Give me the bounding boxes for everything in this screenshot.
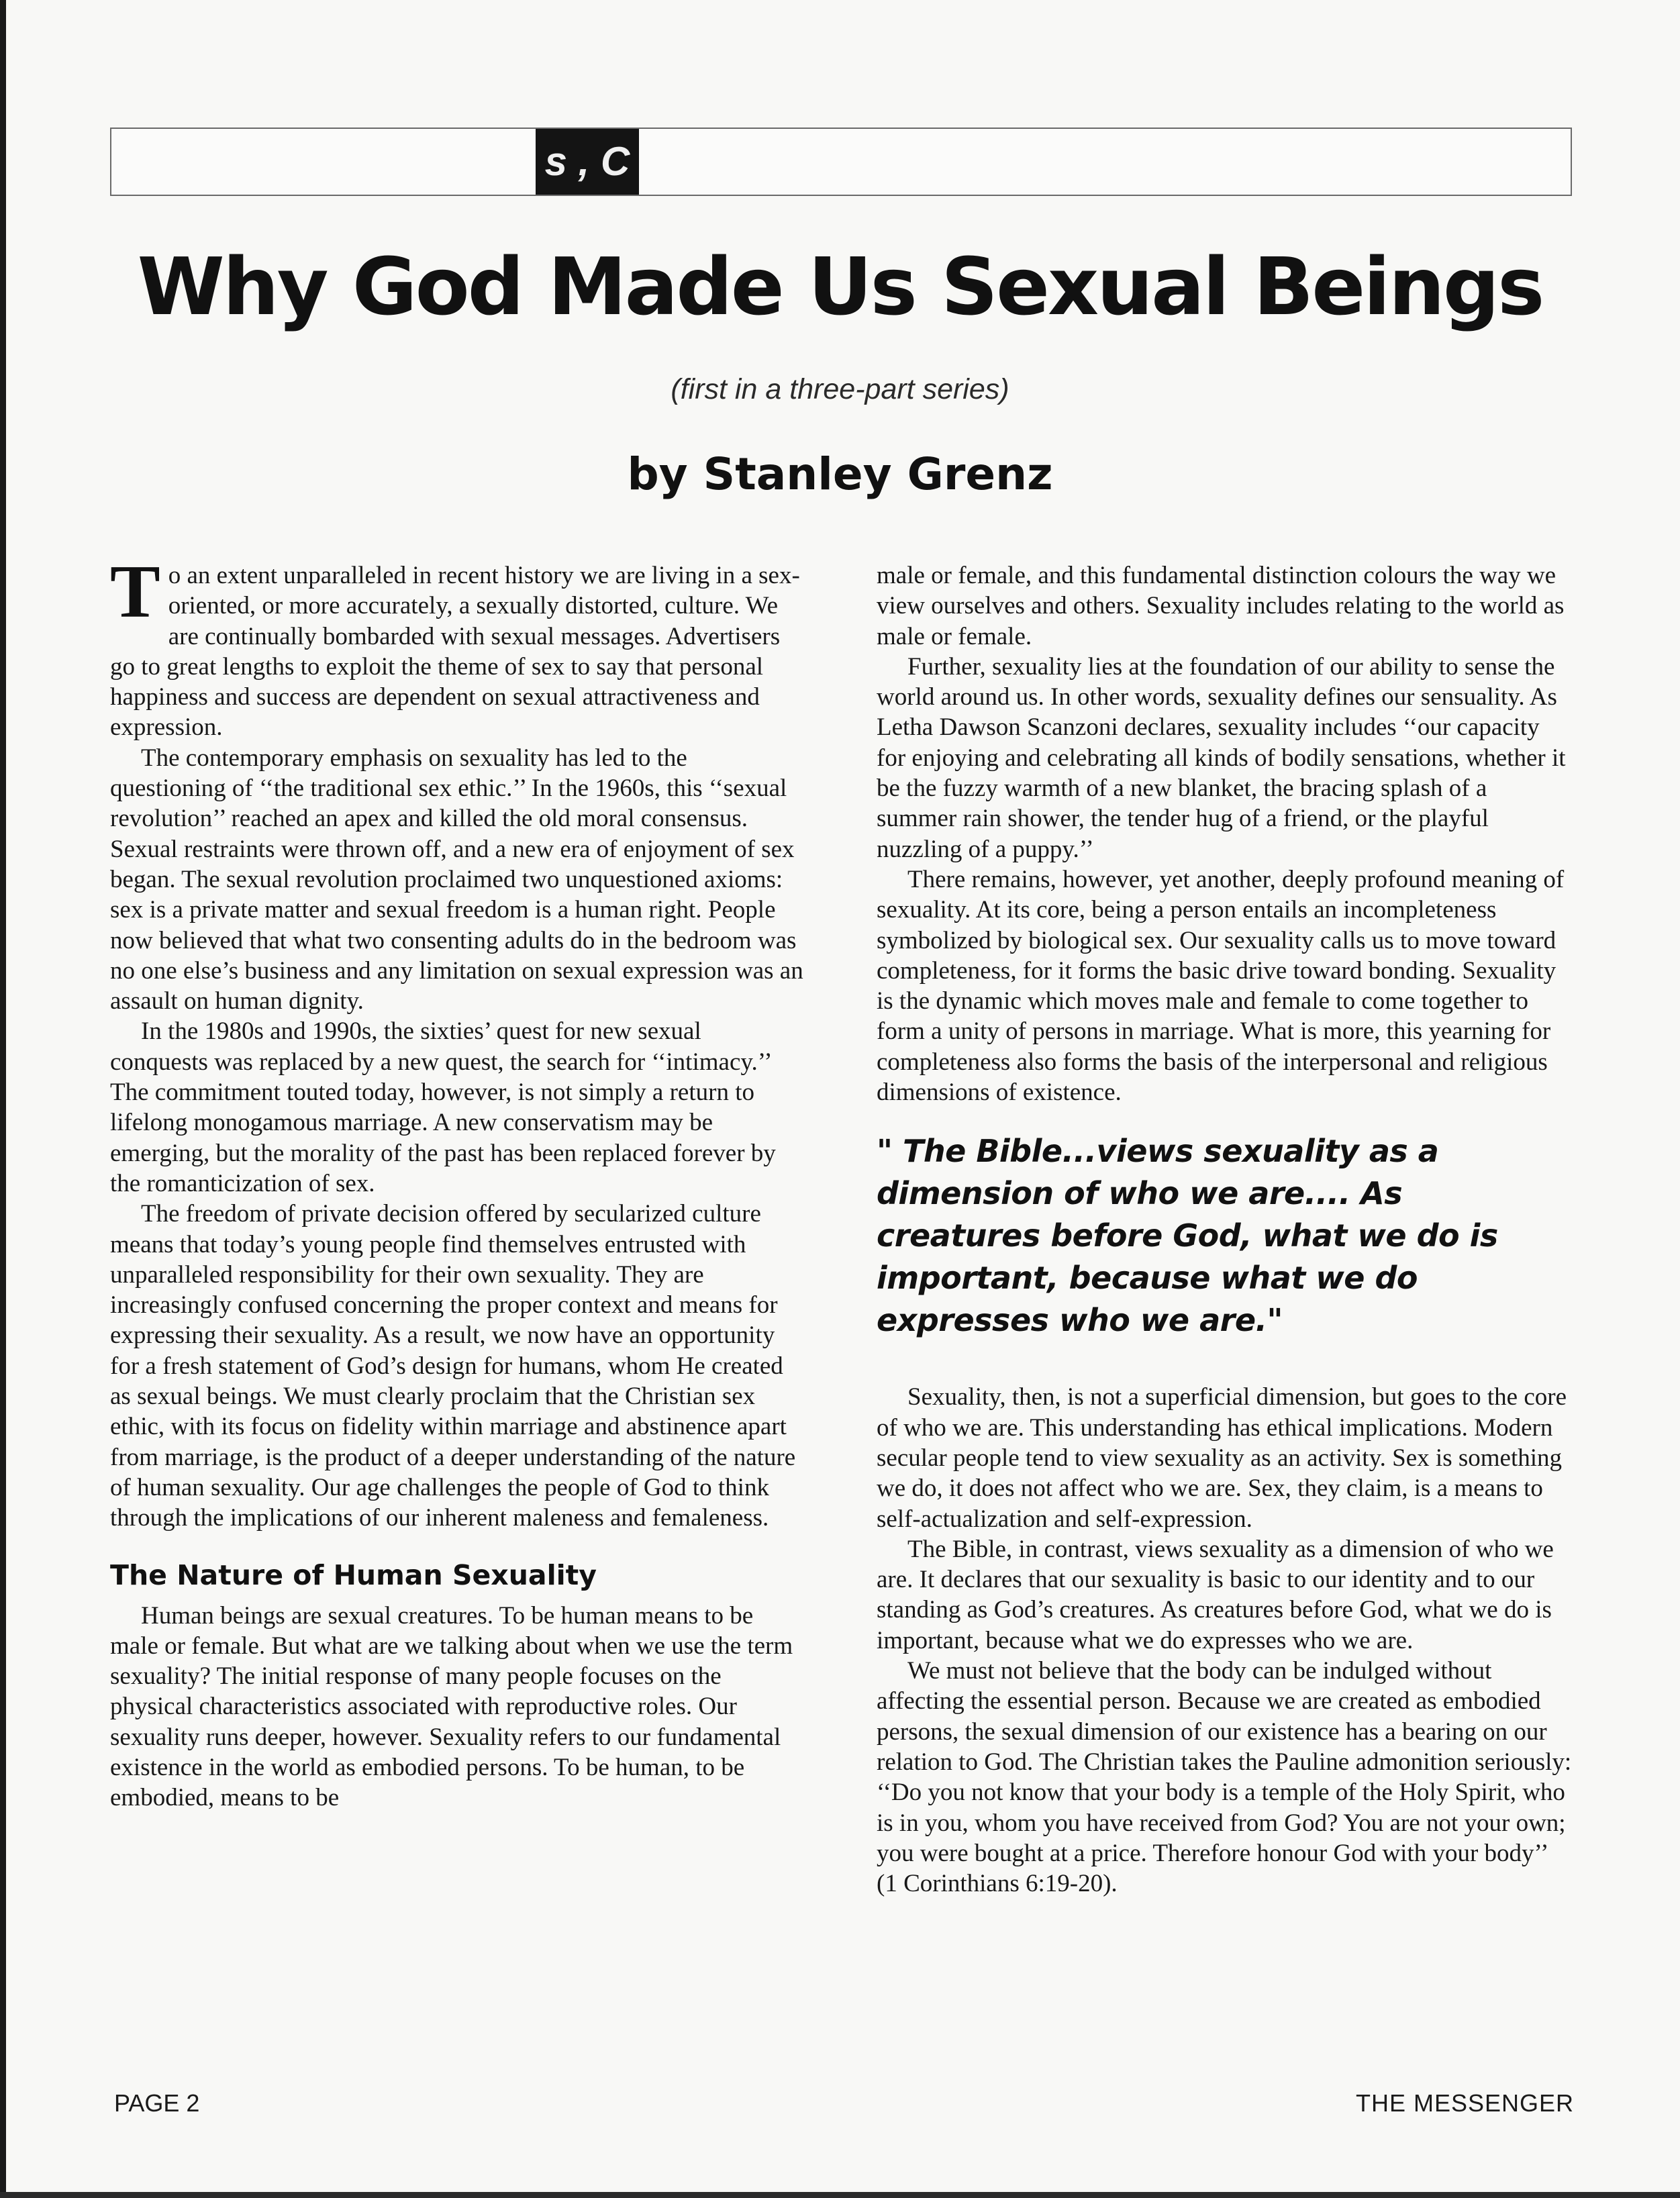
paragraph: male or female, and this fundamental distinction colours the way we view ourselves and others. Sexuality includes relating to the world as male or female. — [877, 562, 1565, 650]
page-bottom-edge — [0, 2192, 1680, 2198]
paragraph: Human beings are sexual creatures. To be human means to be male or female. But what are we talking about when we use the term sexuality? The initial response of many people focuses on the physical characteristics associated with reproductive roles. Our sexuality runs deeper, however. Sexuality refers to our fundamental existence in the world as embodied persons. To be human, to be embodied, means to be — [110, 1601, 793, 1812]
paragraph: Further, sexuality lies at the foundation of our ability to sense the world around us. In other words, sexuality defines our sensuality. As Letha Dawson Scanzoni declares, sexuality includes ‘‘our capacity for enjoying and celebrating all kinds of bodily sensations, whether it be the fuzzy warmth of a new blanket, the bracing splash of a summer rain shower, the tender hug of a friend, or the playful nuzzling of a puppy.’’ — [877, 652, 1566, 863]
paragraph: We must not believe that the body can be indulged without affecting the essential person. Because we are created as embodied persons, the sexual dimension of our existence has a bearing on our relation to God. The Christian takes the Pauline admonition seriously: ‘‘Do you not know that your body is a temple of the Holy Spirit, who is in you, whom you have received from God? You are not your own; you were bought at a price. Therefore honour God with your body’’ (1 Corinthians 6:19-20). — [877, 1657, 1572, 1898]
page-number: PAGE 2 — [114, 2089, 200, 2117]
left-column — [110, 550, 805, 1813]
paragraph-text: o an extent unparalleled in recent history we are living in a sex-oriented, or more accurately, a sexually distorted, culture. We are continually bombarded with sexual messages. Advertisers go to great lengths to exploit the theme of sex to say that personal happiness and success are dependent on sexual attractiveness and expression. — [110, 562, 800, 742]
paragraph: The freedom of private decision offered by secularized culture means that today’s young people find themselves entrusted with unparalleled responsibility for their own sexuality. They are increasingly confused concerning the proper context and means for expressing their sexuality. As a result, we now have an opportunity for a fresh statement of God’s design for humans, whom He created as sexual beings. We must clearly proclaim that the Christian sex ethic, with its focus on fidelity within marriage and abstinence apart from marriage, is the product of a deeper understanding of the nature of human sexuality. Our age challenges the people of God to think through the implications of our inherent maleness and femaleness. — [110, 1200, 796, 1532]
paragraph: There remains, however, yet another, deeply profound meaning of sexuality. At its core, being a person entails an incompleteness symbolized by biological sex. Our sexuality calls us to move toward completeness, for it forms the basic drive toward bonding. Sexuality is the dynamic which moves male and female to come together to form a unity of persons in marriage. What is more, this yearning for completeness also forms the basis of the interpersonal and religious dimensions of existence. — [877, 865, 1565, 1107]
header-banner — [110, 128, 1572, 196]
paragraph: The contemporary emphasis on sexuality has led to the questioning of ‘‘the traditional sex ethic.’’ In the 1960s, this ‘‘sexual revolution’’ reached an apex and killed the old moral consensus. Sexual restraints were thrown off, and a new era of enjoyment of sex began. The sexual revolution proclaimed two unquestioned axioms: sex is a private matter and sexual freedom is a human right. People now believed that what two consenting adults do in the bedroom was no one else’s business and any limitation on sexual expression was an assault on human dignity. — [110, 744, 803, 1015]
pull-quote: " The Bible...views sexuality as a dimension of who we are.... As creatures before God, what we do is important, because what we do expresses who we are." — [877, 1133, 1498, 1339]
article-subtitle: (first in a three-part series) — [671, 373, 1009, 405]
right-column — [877, 560, 1572, 1899]
article-byline: by Stanley Grenz — [627, 448, 1053, 500]
header-banner-fragment: s , C — [536, 129, 639, 195]
paragraph: Sexuality, then, is not a superficial dimension, but goes to the core of who we are. This understanding has ethical implications. Modern secular people tend to view sexuality as an activity. Sex is something we do, it does not affect who we are. Sex, they claim, is a means to self-actualization and self-expression. — [877, 1383, 1567, 1533]
paragraph — [110, 550, 805, 743]
publication-name: THE MESSENGER — [1355, 2089, 1574, 2117]
article-title: Why God Made Us Sexual Beings — [137, 240, 1543, 333]
paragraph: The Bible, in contrast, views sexuality as a dimension of who we are. It declares that our sexuality is basic to our identity and to our standing as God’s creatures. As creatures before God, what we do is important, because what we do expresses who we are. — [877, 1535, 1554, 1654]
section-heading: The Nature of Human Sexuality — [110, 1558, 597, 1591]
drop-cap: T — [110, 550, 160, 634]
paragraph: In the 1980s and 1990s, the sixties’ quest for new sexual conquests was replaced by a new quest, the search for ‘‘intimacy.’’ The commitment touted today, however, is not simply a return to lifelong monogamous marriage. A new conservatism may be emerging, but the morality of the past has been replaced forever by the romanticization of sex. — [110, 1017, 776, 1197]
